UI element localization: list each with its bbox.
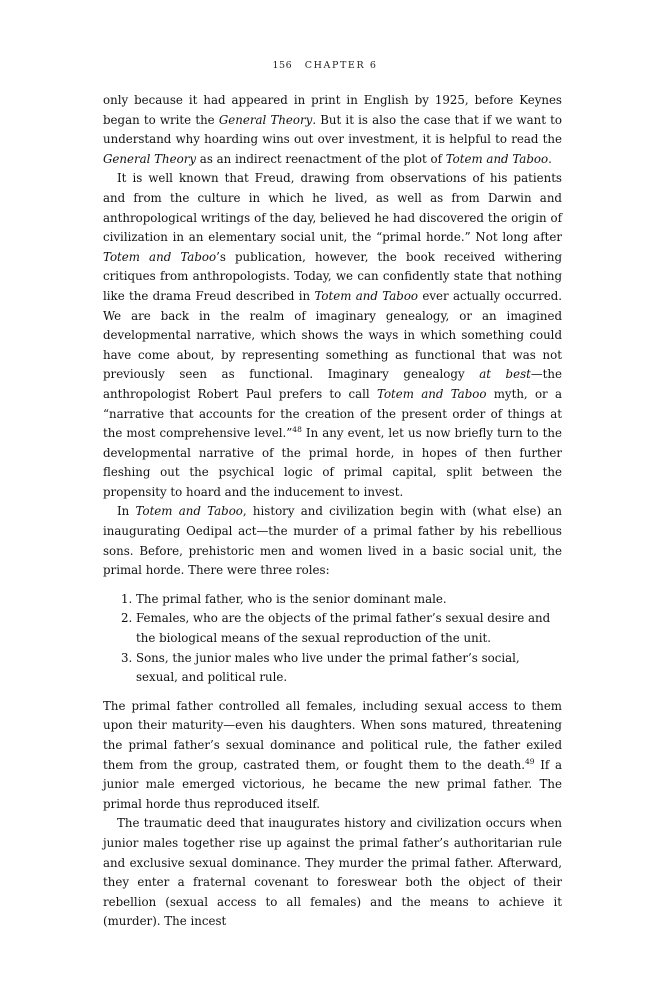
chapter-label: CHAPTER 6 (304, 60, 378, 71)
list-item: 3. Sons, the junior males who live under the primal father’s social, sexual, and political rule. (121, 650, 520, 685)
body-text (103, 91, 562, 932)
paragraph-2: It is well known that Freud, drawing from observations of his patients and from the culture in which he lived, as well as from Darwin and anthropological writings of the day, believed he had discovered the origin of civilization in an elementary social unit, the “primal horde.” Not long after Totem and Taboo’s publication, however, the book received withering critiques from anthropologists. Today, we can confidently state that nothing like the drama Freud described in Totem and Taboo ever actually occurred. We are back in the realm of imaginary genealogy, or an imagined developmental narrative, which shows the ways in which something could have come about, by representing something as functional that was not previously seen as functional. Imaginary genealogy at best—the anthropologist Robert Paul prefers to call Totem and Taboo myth, or a “narrative that accounts for the creation of the present order of things at the most comprehensive level.”$^{48}$ In any event, let us now briefly turn to the developmental narrative of the primal horde, in hopes of then further fleshing out the psychical logic of primal capital, split between the propensity to hoard and the inducement to invest. (103, 171, 563, 499)
paragraph-4: The primal father controlled all females, including sexual access to them upon their maturity—even his daughters. When sons matured, threatening the primal father’s sexual dominance and political rule, the father exiled them from the group, castrated them, or fought them to the death.$^{49}$ If a junior male emerged victorious, he became the new primal father. The primal horde thus reproduced itself. (103, 698, 563, 811)
footnote-ref-49[interactable]: 49 (524, 756, 535, 766)
page-number: 156 (272, 60, 293, 71)
paragraph-3: In Totem and Taboo, history and civilization begin with (what else) an inaugurating Oedipal act—the murder of a primal father by his rebellious sons. Before, prehistoric men and women lived in a basic social unit, the primal horde. There were three roles: (103, 504, 562, 578)
list-item: 1. The primal father, who is the senior dominant male. (121, 591, 447, 606)
list-item: 2. Females, who are the objects of the primal father’s sexual desire and the biological means of the sexual reproduction of the unit. (121, 611, 551, 646)
running-head (0, 60, 650, 71)
footnote-ref-48[interactable]: 48 (292, 425, 302, 435)
paragraph-1: only because it had appeared in print in English by 1925, before Keynes began to write the General Theory. But it is also the case that if we want to understand why hoarding wins out over investment, it is helpful to read the General Theory as an indirect reenactment of the plot of Totem and Taboo. (103, 93, 562, 166)
paragraph-5: The traumatic deed that inaugurates history and civilization occurs when junior males together rise up against the primal father’s authoritarian rule and exclusive sexual dominance. They murder the primal father. Afterward, they enter a fraternal covenant to foreswear both the object of their rebellion (sexual access to all females) and the means to achieve it (murder). The incest (103, 816, 562, 929)
roles-list (103, 590, 562, 688)
